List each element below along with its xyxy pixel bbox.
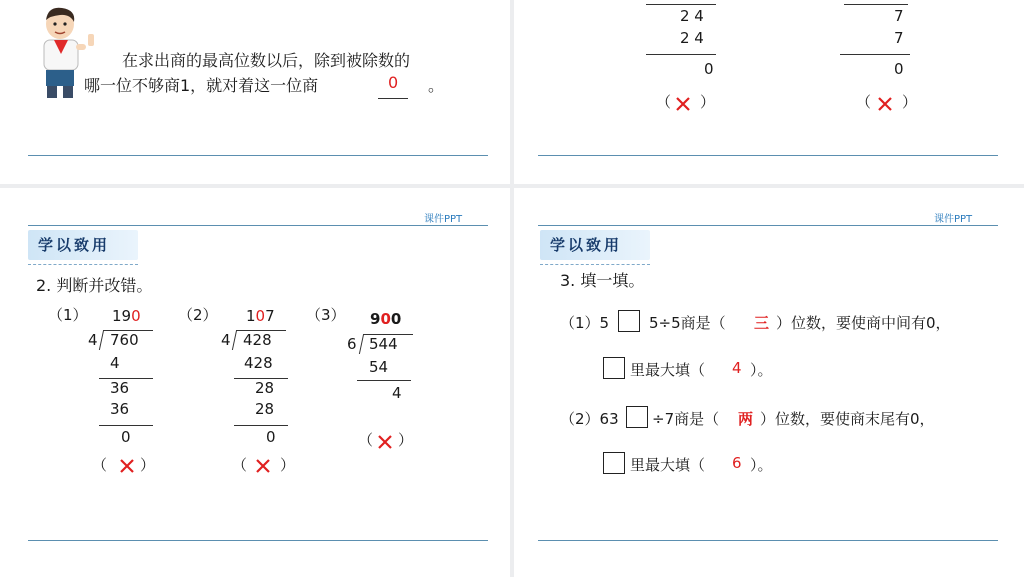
- footer-rule: [538, 155, 998, 156]
- cross-mark-icon: [376, 433, 394, 451]
- p2-quotient-a: 1: [246, 307, 256, 325]
- division-top-line-left: [646, 4, 716, 5]
- slide-judge-continued[interactable]: [514, 0, 1024, 184]
- left-row3: 0: [704, 60, 714, 78]
- rule-text-line1: 在求出商的最高位数以后，除到被除数的: [122, 51, 411, 70]
- q2-prefix: （2）63: [560, 410, 619, 428]
- q1-line2-suffix: ）。: [750, 361, 773, 379]
- p3-quotient-a: 9: [370, 310, 381, 328]
- q1-mid: 5÷5商是（: [649, 314, 726, 332]
- p3-dividend: 544: [369, 335, 398, 353]
- p2-step4: 0: [266, 428, 276, 446]
- section-tag: 学以致用: [540, 230, 650, 260]
- p1-step2: 36: [110, 379, 130, 397]
- p3-paren-close: ）: [398, 431, 414, 449]
- rule-text-line2: 哪一位不够商1，就对着这一位商: [84, 76, 319, 95]
- p2-step1: 428: [244, 354, 273, 372]
- q2-answer2: 6: [732, 454, 742, 472]
- p2-quotient: [246, 307, 275, 325]
- slide-rule-summary[interactable]: [0, 0, 510, 184]
- division-line-right: [840, 54, 910, 55]
- slide-judge-and-correct[interactable]: [0, 188, 510, 577]
- p2-bracket: [232, 330, 237, 350]
- answer-blank-underline: [378, 98, 408, 99]
- q2-suffix: ）位数，要使商末尾有0，: [760, 410, 935, 428]
- p1-paren-open: （: [92, 456, 108, 474]
- q2-line2-prefix: 里最大填（: [630, 456, 706, 474]
- p1-quotient-digits: 19: [112, 307, 132, 325]
- q1-digit-box-ref[interactable]: [603, 357, 625, 379]
- slide-fill-in[interactable]: [514, 188, 1024, 577]
- left-paren-open: （: [656, 93, 672, 111]
- p1-paren-close: ）: [140, 456, 156, 474]
- footer-rule: [538, 540, 998, 541]
- end-period: 。: [428, 76, 445, 95]
- right-paren-open: （: [856, 93, 872, 111]
- q1-line2-prefix: 里最大填（: [630, 361, 706, 379]
- p1-quotient: [112, 307, 141, 325]
- p1-bracket: [99, 330, 104, 350]
- cross-mark-icon: [876, 95, 894, 113]
- right-row3: 0: [894, 60, 904, 78]
- q1-answer2: 4: [732, 359, 742, 377]
- section-tag: 学以致用: [28, 230, 138, 260]
- cross-mark-icon: [254, 457, 272, 475]
- p2-line2: [234, 425, 288, 426]
- p2-quotient-b: 7: [265, 307, 275, 325]
- right-row1: 7: [894, 7, 904, 25]
- p2-paren-open: （: [232, 456, 248, 474]
- division-top-line-right: [844, 4, 908, 5]
- q2-line2-suffix: ）。: [750, 456, 773, 474]
- p3-paren-open: （: [358, 431, 374, 449]
- p3-label: （3）: [306, 306, 346, 324]
- p3-quotient-b: 0: [390, 310, 402, 328]
- header-rule: [538, 225, 998, 226]
- cross-mark-icon: [674, 95, 692, 113]
- p2-divisor: 4: [221, 331, 231, 349]
- p1-step4: 0: [121, 428, 131, 446]
- footer-rule: [28, 155, 488, 156]
- q1-prefix: （1）5: [560, 314, 610, 332]
- p1-label: （1）: [48, 306, 88, 324]
- q1-answer1: 三: [754, 314, 770, 332]
- p1-line2: [99, 425, 153, 426]
- brand-label: 课件PPT: [934, 214, 973, 225]
- brand-label: 课件PPT: [424, 214, 463, 225]
- q2-mid: ÷7商是（: [652, 410, 720, 428]
- p3-bracket: [359, 334, 364, 354]
- header-rule: [28, 225, 488, 226]
- answer-zero: 0: [388, 73, 399, 92]
- p1-step1: 4: [110, 354, 120, 372]
- left-row1: 2 4: [680, 7, 704, 25]
- footer-rule: [28, 540, 488, 541]
- p1-dividend: 760: [110, 331, 139, 349]
- p3-quotient-fix: 0: [380, 310, 391, 328]
- q1-digit-box[interactable]: [618, 310, 640, 332]
- p3-step2: 4: [392, 384, 402, 402]
- p2-step3: 28: [255, 400, 275, 418]
- question-title: 3. 填一填。: [560, 271, 645, 290]
- right-row2: 7: [894, 29, 904, 47]
- p3-step1: 54: [369, 358, 389, 376]
- q2-answer1: 两: [738, 410, 754, 428]
- q2-digit-box[interactable]: [626, 406, 648, 428]
- p2-label: （2）: [178, 306, 218, 324]
- p2-step2: 28: [255, 379, 275, 397]
- p2-dividend: 428: [243, 331, 272, 349]
- p1-step3: 36: [110, 400, 130, 418]
- p3-line1: [357, 380, 411, 381]
- p1-divisor: 4: [88, 331, 98, 349]
- p2-paren-close: ）: [280, 456, 296, 474]
- p1-quotient-fix: 0: [131, 307, 141, 325]
- left-row2: 2 4: [680, 29, 704, 47]
- q2-digit-box-ref[interactable]: [603, 452, 625, 474]
- p3-quotient: [370, 310, 401, 328]
- question-title: 2. 判断并改错。: [36, 276, 153, 295]
- cross-mark-icon: [118, 457, 136, 475]
- q1-suffix: ）位数，要使商中间有0，: [776, 314, 951, 332]
- right-paren-close: ）: [902, 93, 918, 111]
- division-line-left: [646, 54, 716, 55]
- left-paren-close: ）: [700, 93, 716, 111]
- p3-divisor: 6: [347, 335, 357, 353]
- p2-quotient-fix: 0: [255, 307, 266, 325]
